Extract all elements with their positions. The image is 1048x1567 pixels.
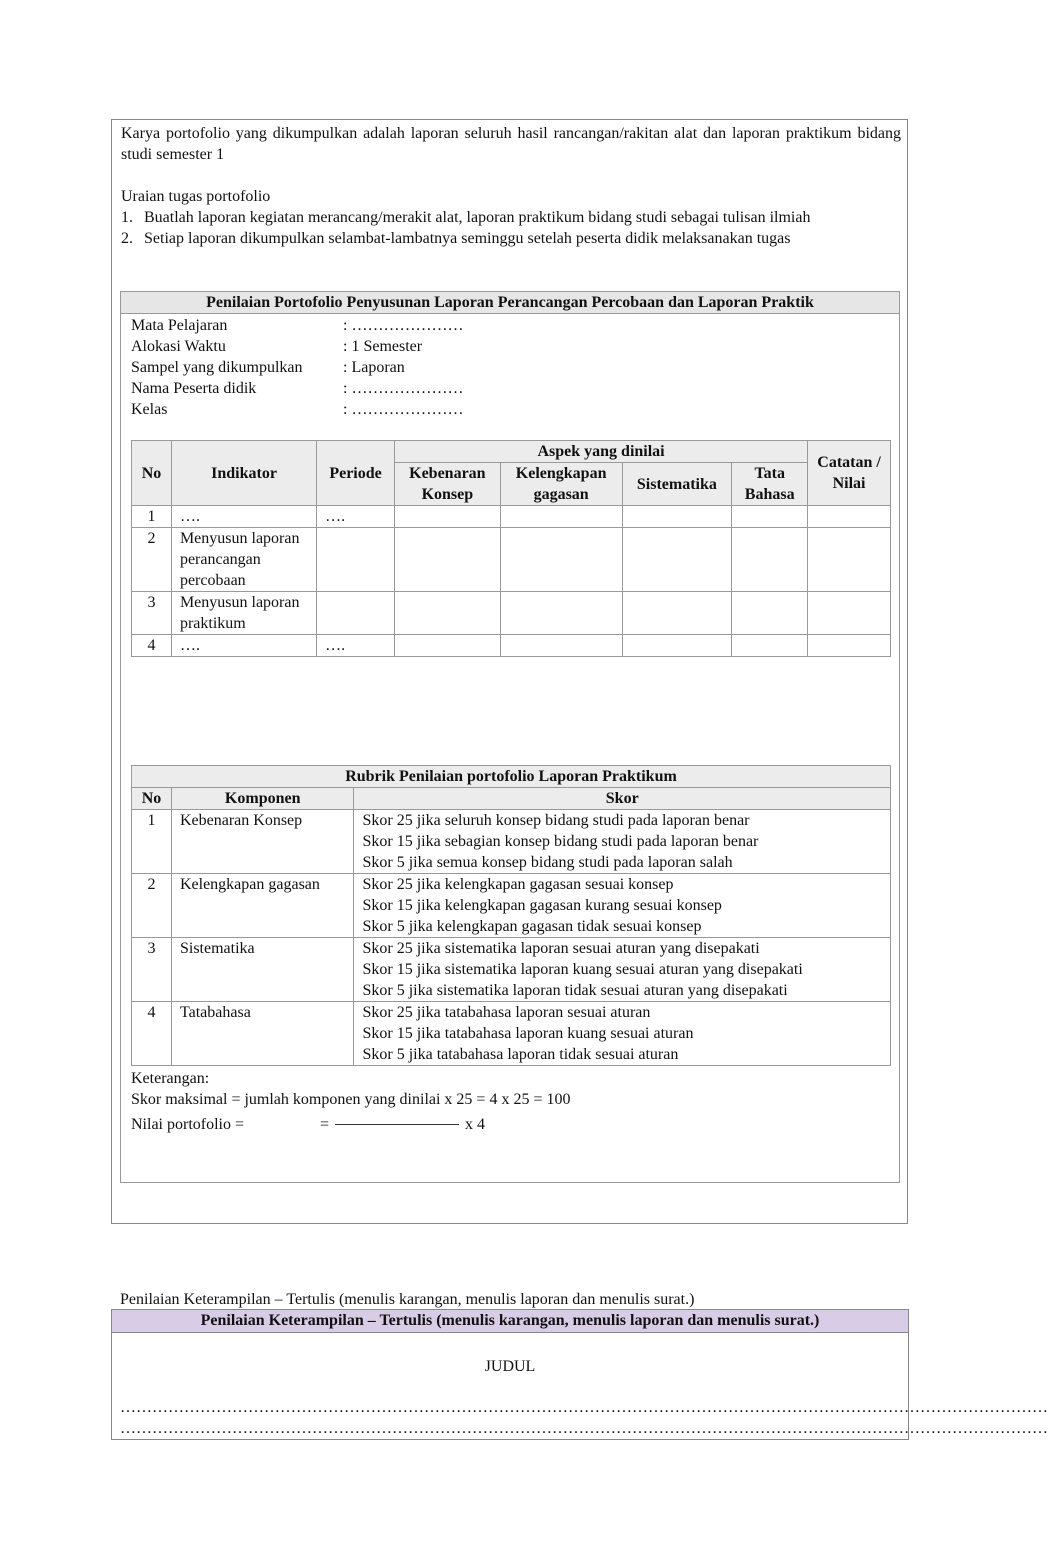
task-number: 2.	[121, 230, 133, 247]
rubric-row	[132, 1002, 891, 1066]
skor-line: Skor 25 jika kelengkapan gagasan sesuai konsep	[362, 876, 674, 893]
meta-row	[131, 357, 463, 378]
cell-periode: ….	[317, 506, 395, 528]
rubric-skor	[354, 874, 891, 938]
meta-label: Nama Peserta didik	[131, 380, 257, 397]
cell-empty	[622, 592, 732, 635]
rubric-title: Rubrik Penilaian portofolio Laporan Praktikum	[132, 766, 891, 788]
skor-line: Skor 15 jika tatabahasa laporan kuang sesuai aturan	[362, 1025, 694, 1042]
judul-label: JUDUL	[484, 1358, 536, 1375]
table-row	[132, 635, 891, 657]
skor-line: Skor 15 jika kelengkapan gagasan kurang sesuai konsep	[362, 897, 722, 914]
table-row	[132, 592, 891, 635]
cell-empty	[622, 635, 732, 657]
meta-label: Mata Pelajaran	[131, 317, 228, 334]
assessment-box	[120, 291, 900, 1183]
cell-indikator: Menyusun laporan perancangan percobaan	[171, 528, 316, 592]
meta-label: Kelas	[131, 401, 168, 418]
header-periode: Periode	[317, 441, 395, 506]
table-row	[132, 528, 891, 592]
cell-no: 2	[132, 528, 172, 592]
skor-line: Skor 15 jika sistematika laporan kuang sesuai aturan yang disepakati	[362, 961, 803, 978]
nilai-multiplier: x 4	[465, 1116, 486, 1133]
meta-value: : Laporan	[343, 359, 405, 376]
cell-empty	[732, 635, 808, 657]
rubric-row	[132, 874, 891, 938]
rubric-skor	[354, 938, 891, 1002]
skills-box	[111, 1309, 1048, 1440]
skor-line: Skor 5 jika sistematika laporan tidak sesuai aturan yang disepakati	[362, 982, 788, 999]
rubric-no: 4	[132, 1002, 172, 1066]
assessment-title: Penilaian Portofolio Penyusunan Laporan Perancangan Percobaan dan Laporan Praktik	[121, 292, 899, 314]
rubric-notes	[131, 1068, 570, 1135]
skor-line: Skor 5 jika kelengkapan gagasan tidak sesuai konsep	[362, 918, 702, 935]
skor-line: Skor 5 jika tatabahasa laporan tidak sesuai aturan	[362, 1046, 679, 1063]
assessment-table	[131, 440, 891, 657]
cell-no: 3	[132, 592, 172, 635]
meta-value: : …………………	[343, 380, 464, 397]
cell-no: 4	[132, 635, 172, 657]
task-text: Setiap laporan dikumpulkan selambat-lambatnya seminggu setelah peserta didik melaksanakan tugas	[144, 230, 791, 247]
task-item	[121, 228, 901, 249]
meta-label: Alokasi Waktu	[131, 338, 226, 355]
rubric-komponen: Sistematika	[171, 938, 354, 1002]
rubric-no: 1	[132, 810, 172, 874]
fraction-line	[335, 1124, 459, 1125]
skor-line: Skor 25 jika tatabahasa laporan sesuai aturan	[362, 1004, 651, 1021]
cell-empty	[808, 635, 891, 657]
cell-empty	[394, 592, 500, 635]
rubric-skor	[354, 1002, 891, 1066]
nilai-formula	[131, 1114, 570, 1135]
cell-empty	[732, 528, 808, 592]
header-kelengkapan: Kelengkapan gagasan	[500, 463, 622, 506]
cell-indikator: Menyusun laporan praktikum	[171, 592, 316, 635]
cell-empty	[808, 506, 891, 528]
rubric-no: 3	[132, 938, 172, 1002]
cell-empty	[808, 592, 891, 635]
rubric-komponen: Kebenaran Konsep	[171, 810, 354, 874]
skor-line: Skor 25 jika sistematika laporan sesuai aturan yang disepakati	[362, 940, 760, 957]
cell-indikator: ….	[171, 635, 316, 657]
skor-line: Skor 15 jika sebagian konsep bidang studi pada laporan benar	[362, 833, 759, 850]
meta-value: : …………………	[343, 317, 464, 334]
rubric-header-no: No	[132, 788, 172, 810]
nilai-equals: =	[320, 1116, 330, 1133]
meta-fields	[131, 315, 463, 420]
cell-empty	[394, 528, 500, 592]
cell-empty	[394, 635, 500, 657]
meta-row	[131, 315, 463, 336]
notes-label: Keterangan:	[131, 1070, 210, 1087]
header-sistematika: Sistematika	[622, 463, 732, 506]
skor-line: Skor 25 jika seluruh konsep bidang studi pada laporan benar	[362, 812, 750, 829]
rubric-table	[131, 765, 891, 1066]
cell-indikator: ….	[171, 506, 316, 528]
rubric-no: 2	[132, 874, 172, 938]
cell-empty	[394, 506, 500, 528]
intro-section	[121, 123, 901, 249]
max-score-formula: Skor maksimal = jumlah komponen yang dinilai x 25 = 4 x 25 = 100	[131, 1091, 571, 1108]
cell-empty	[622, 506, 732, 528]
cell-periode	[317, 528, 395, 592]
table-row	[132, 506, 891, 528]
meta-label: Sampel yang dikumpulkan	[131, 359, 303, 376]
task-text: Buatlah laporan kegiatan merancang/merakit alat, laporan praktikum bidang studi sebagai tulisan ilmiah	[144, 209, 811, 226]
skills-header: Penilaian Keterampilan – Tertulis (menulis karangan, menulis laporan dan menulis surat.)	[112, 1310, 908, 1333]
header-catatan: Catatan / Nilai	[808, 441, 891, 506]
header-no: No	[132, 441, 172, 506]
writing-line[interactable]: …………………………………………………………………………………………………………………………………………………………	[120, 1399, 1048, 1416]
writing-line[interactable]: …………………………………………………………………………………………………………………………………………………………	[120, 1420, 1048, 1437]
rubric-header-skor: Skor	[354, 788, 891, 810]
rubric-header-komponen: Komponen	[171, 788, 354, 810]
cell-empty	[732, 506, 808, 528]
tasks-title: Uraian tugas portofolio	[121, 188, 271, 205]
rubric-komponen: Tatabahasa	[171, 1002, 354, 1066]
header-aspek: Aspek yang dinilai	[394, 441, 807, 463]
meta-value: : 1 Semester	[343, 338, 423, 355]
cell-empty	[732, 592, 808, 635]
cell-empty	[500, 592, 622, 635]
rubric-row	[132, 810, 891, 874]
header-tata-bahasa: Tata Bahasa	[732, 463, 808, 506]
cell-empty	[808, 528, 891, 592]
skills-caption: Penilaian Keterampilan – Tertulis (menulis karangan, menulis laporan dan menulis surat.)	[120, 1291, 695, 1308]
skor-line: Skor 5 jika semua konsep bidang studi pada laporan salah	[362, 854, 733, 871]
rubric-komponen: Kelengkapan gagasan	[171, 874, 354, 938]
cell-empty	[500, 635, 622, 657]
meta-row	[131, 336, 463, 357]
cell-empty	[622, 528, 732, 592]
meta-row	[131, 399, 463, 420]
rubric-skor	[354, 810, 891, 874]
cell-empty	[500, 528, 622, 592]
meta-value: : …………………	[343, 401, 464, 418]
meta-row	[131, 378, 463, 399]
cell-empty	[500, 506, 622, 528]
task-number: 1.	[121, 209, 133, 226]
header-indikator: Indikator	[171, 441, 316, 506]
cell-periode	[317, 592, 395, 635]
header-kebenaran: Kebenaran Konsep	[394, 463, 500, 506]
portfolio-box	[111, 119, 908, 1224]
task-item	[121, 207, 901, 228]
cell-periode: ….	[317, 635, 395, 657]
intro-paragraph: Karya portofolio yang dikumpulkan adalah laporan seluruh hasil rancangan/rakitan alat dan laporan praktikum bidang studi semester 1	[121, 125, 901, 163]
nilai-label: Nilai portofolio =	[131, 1116, 245, 1133]
cell-no: 1	[132, 506, 172, 528]
rubric-row	[132, 938, 891, 1002]
